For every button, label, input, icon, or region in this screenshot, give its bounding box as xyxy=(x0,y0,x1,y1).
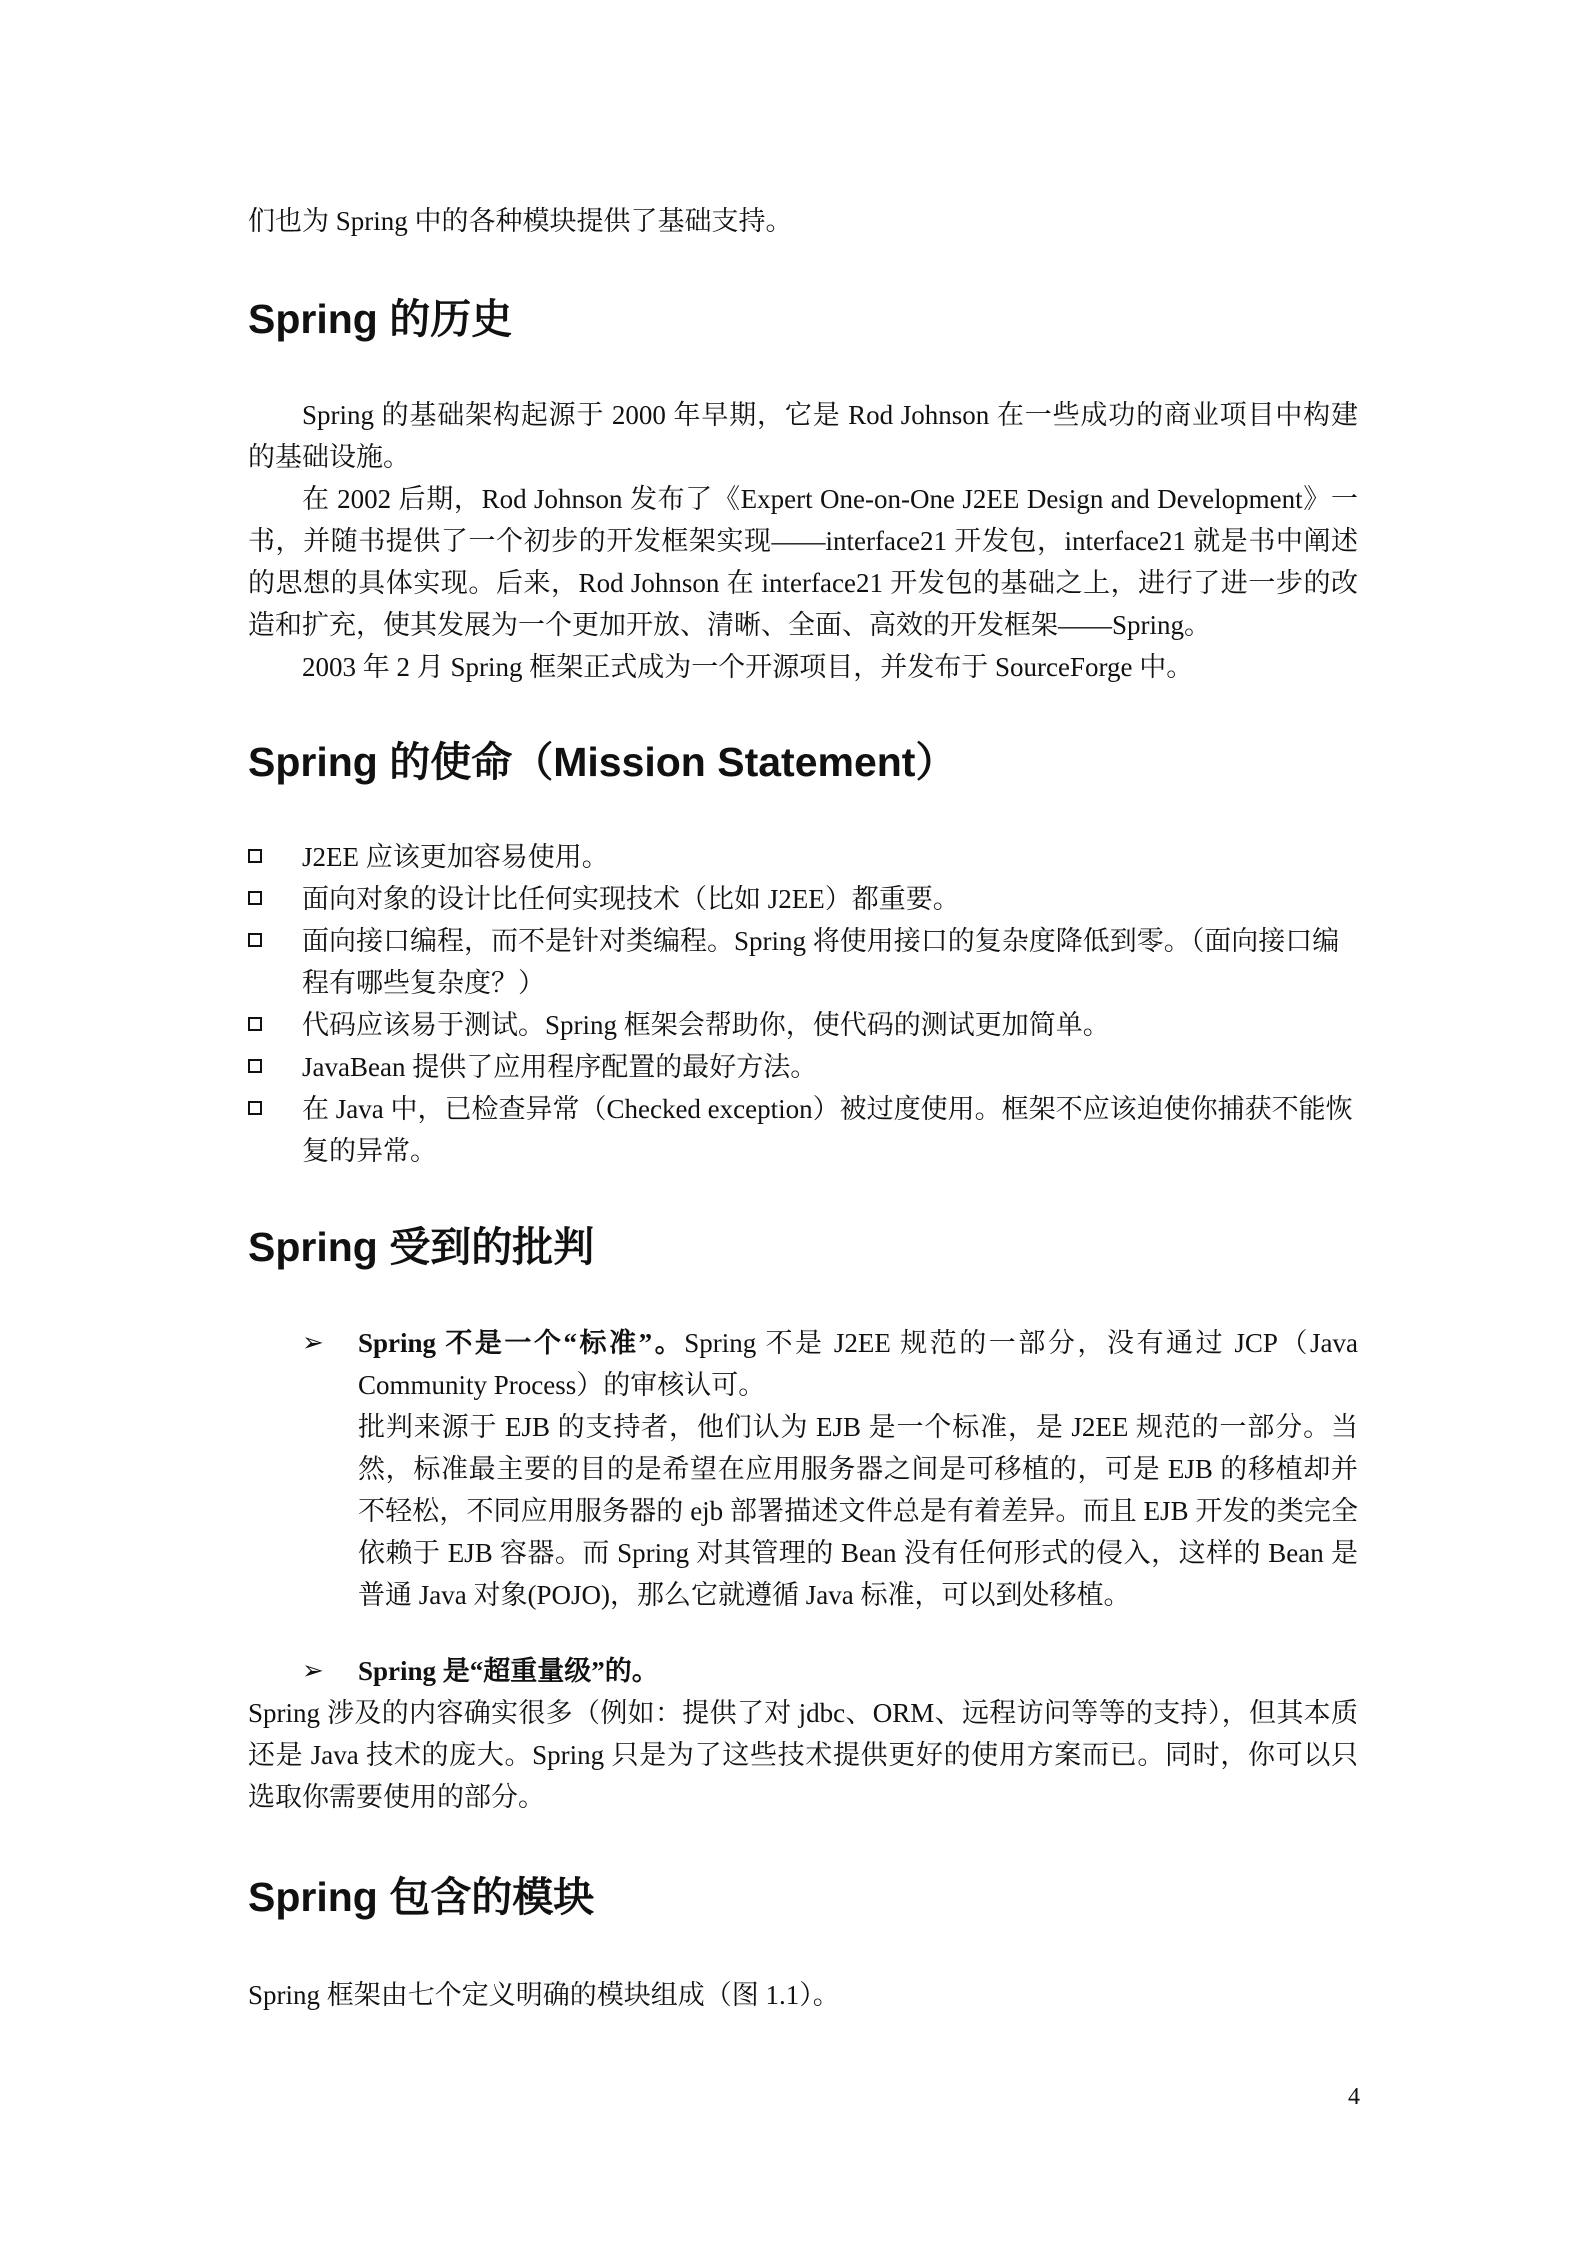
list-item xyxy=(248,1088,1358,1172)
mission-item-text: J2EE 应该更加容易使用。 xyxy=(302,842,609,872)
checkbox-bullet-icon xyxy=(248,933,262,947)
history-heading: Spring 的历史 xyxy=(248,296,513,342)
mission-item-text: 在 Java 中，已检查异常（Checked exception）被过度使用。框架不应该迫使你捕获不能恢复的异常。 xyxy=(302,1094,1353,1166)
checkbox-bullet-icon xyxy=(248,849,262,863)
mission-item-text: 面向接口编程，而不是针对类编程。Spring 将使用接口的复杂度降低到零。（面向接口编程有哪些复杂度？） xyxy=(302,926,1340,998)
criticism-point-2-lead xyxy=(248,1650,1358,1692)
checkbox-bullet-icon xyxy=(248,891,262,905)
mission-item-text: 面向对象的设计比任何实现技术（比如 J2EE）都重要。 xyxy=(302,884,960,914)
criticism-point-2-bold: Spring 是“超重量级”的。 xyxy=(358,1656,659,1686)
mission-item-text: JavaBean 提供了应用程序配置的最好方法。 xyxy=(302,1052,818,1082)
page-number: 4 xyxy=(1348,2084,1360,2110)
criticism-point-1-lead xyxy=(248,1322,1358,1406)
intro-line: 们也为 Spring 中的各种模块提供了基础支持。 xyxy=(248,206,793,236)
criticism-point-1-rest: Spring 不是 J2EE 规范的一部分，没有通过 JCP（Java Community Process）的审核认可。 xyxy=(358,1328,1358,1400)
mission-item-text: 代码应该易于测试。Spring 框架会帮助你，使代码的测试更加简单。 xyxy=(302,1010,1110,1040)
list-item xyxy=(248,920,1358,1004)
mission-list xyxy=(248,836,1358,1172)
criticism-point-2 xyxy=(248,1650,1358,1818)
checkbox-bullet-icon xyxy=(248,1017,262,1031)
criticism-point-2-paragraph: Spring 涉及的内容确实很多（例如：提供了对 jdbc、ORM、远程访问等等的支持），但其本质还是 Java 技术的庞大。Spring 只是为了这些技术提供更好的使用方案而已。同时，你可以只选取你需要使用的部分。 xyxy=(248,1698,1358,1812)
checkbox-bullet-icon xyxy=(248,1101,262,1115)
arrow-bullet-icon: ➢ xyxy=(302,1328,324,1358)
criticism-point-1 xyxy=(248,1322,1358,1616)
list-item xyxy=(248,1004,1358,1046)
history-paragraph-1: Spring 的基础架构起源于 2000 年早期，它是 Rod Johnson 在一些成功的商业项目中构建的基础设施。 xyxy=(248,400,1358,472)
list-item xyxy=(248,1046,1358,1088)
history-body xyxy=(248,394,1358,688)
history-paragraph-3: 2003 年 2 月 Spring 框架正式成为一个开源项目，并发布于 SourceForge 中。 xyxy=(302,652,1194,682)
modules-paragraph: Spring 框架由七个定义明确的模块组成（图 1.1）。 xyxy=(248,1980,840,2010)
modules-heading: Spring 包含的模块 xyxy=(248,1874,595,1920)
criticism-point-1-paragraph-wrap xyxy=(248,1406,1358,1616)
history-paragraph-2: 在 2002 后期，Rod Johnson 发布了《Expert One-on-One J2EE Design and Development》一书，并随书提供了一个初步的开发框架实现——interface21 开发包，interface21 就是书中阐述的思想的具体实现。后来，Rod Johnson 在 interface21 开发包的基础之上，进行了进一步的改造和扩充，使其发展为一个更加开放、清晰、全面、高效的开发框架——Spring。 xyxy=(248,484,1358,640)
mission-heading: Spring 的使命（Mission Statement） xyxy=(248,739,957,785)
list-item xyxy=(248,836,1358,878)
list-item xyxy=(248,878,1358,920)
checkbox-bullet-icon xyxy=(248,1059,262,1073)
arrow-bullet-icon: ➢ xyxy=(302,1656,324,1686)
criticism-heading: Spring 受到的批判 xyxy=(248,1224,595,1270)
criticism-point-1-bold: Spring 不是一个“标准”。 xyxy=(358,1328,685,1358)
criticism-point-1-paragraph: 批判来源于 EJB 的支持者，他们认为 EJB 是一个标准，是 J2EE 规范的一部分。当然，标准最主要的目的是希望在应用服务器之间是可移植的，可是 EJB 的移植却并不轻松，不同应用服务器的 ejb 部署描述文件总是有着差异。而且 EJB 开发的类完全依赖于 EJB 容器。而 Spring 对其管理的 Bean 没有任何形式的侵入，这样的 Bean 是普通 Java 对象(POJO)，那么它就遵循 Java 标准，可以到处移植。 xyxy=(358,1412,1358,1610)
